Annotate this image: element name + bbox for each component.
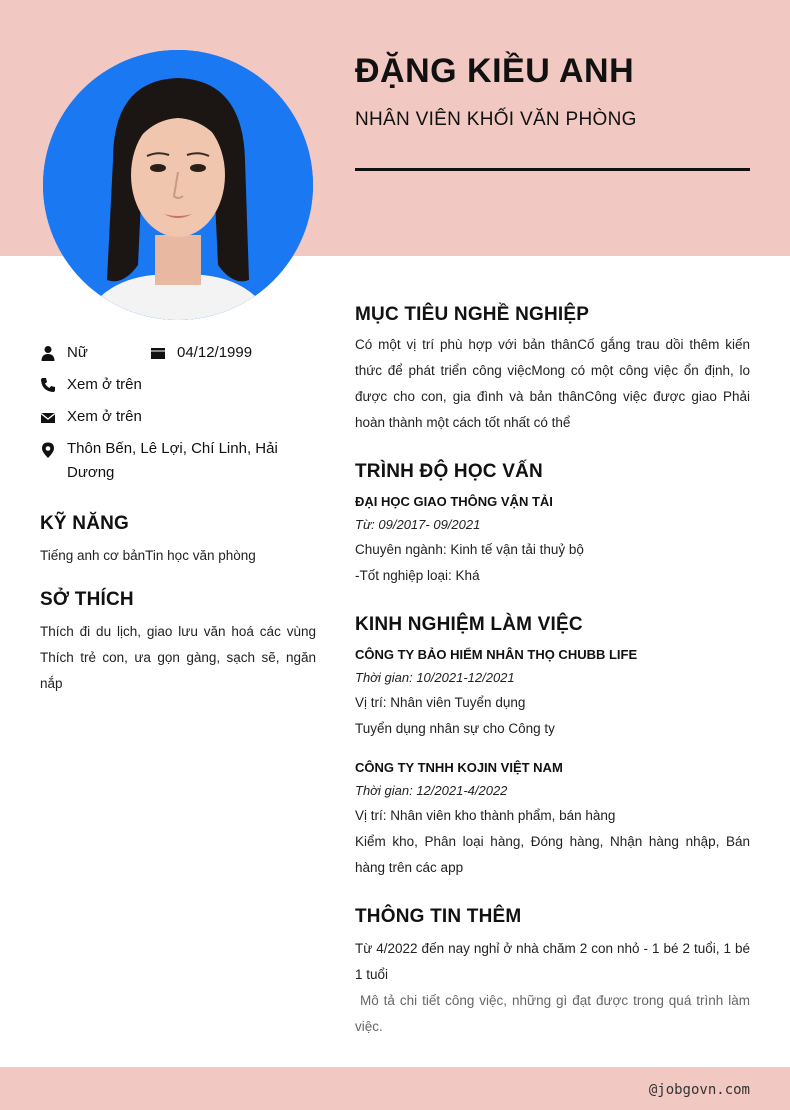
- education-school: ĐẠI HỌC GIAO THÔNG VẬN TẢI: [355, 494, 553, 509]
- experience-heading: KINH NGHIỆM LÀM VIỆC: [355, 614, 583, 635]
- portrait-illustration: [43, 50, 313, 320]
- education-major: Chuyên ngành: Kinh tế vận tải thuỷ bộ: [355, 542, 584, 557]
- hobbies-heading: SỞ THÍCH: [40, 589, 134, 610]
- location-pin-icon: [40, 442, 56, 458]
- education-period: Từ: 09/2017- 09/2021: [355, 517, 481, 532]
- job-period: Thời gian: 10/2021-12/2021: [355, 670, 515, 685]
- objective-text: Có một vị trí phù hợp với bản thânCố gắng trau dồi thêm kiến thức để phát triển công việcMong có một công việc ổn định, lo được cho con, gia đình và bản thânCông việc được giao Phải hoàn thành một cách tốt nhất có thể: [355, 337, 750, 430]
- job-period: Thời gian: 12/2021-4/2022: [355, 783, 508, 798]
- additional-heading: THÔNG TIN THÊM: [355, 906, 522, 927]
- skills-heading: KỸ NĂNG: [40, 513, 130, 534]
- footer-brand: @jobgovn.com: [648, 1082, 750, 1098]
- calendar-icon: [150, 345, 166, 361]
- job-description: Tuyển dụng nhân sự cho Công ty: [355, 721, 555, 736]
- job-company: CÔNG TY TNHH KOJIN VIỆT NAM: [355, 760, 563, 775]
- skills-text: Tiếng anh cơ bảnTin học văn phòng: [40, 548, 256, 563]
- title-divider: [355, 168, 750, 171]
- objective-heading: MỤC TIÊU NGHỀ NGHIỆP: [355, 304, 590, 325]
- job-company: CÔNG TY BẢO HIỂM NHÂN THỌ CHUBB LIFE: [355, 647, 638, 662]
- job-description: Kiểm kho, Phân loại hàng, Đóng hàng, Nhận hàng nhập, Bán hàng trên các app: [355, 834, 750, 875]
- contact-address: [40, 437, 316, 485]
- email-value: Xem ở trên: [67, 408, 142, 425]
- job-position: Vị trí: Nhân viên Tuyển dụng: [355, 695, 526, 710]
- contact-phone: [40, 373, 320, 397]
- hobbies-text: Thích đi du lịch, giao lưu văn hoá các vùng Thích trẻ con, ưa gọn gàng, sạch sẽ, ngăn nắp: [40, 624, 316, 691]
- additional-placeholder: Mô tả chi tiết công việc, những gì đạt được trong quá trình làm việc.: [355, 993, 754, 1034]
- additional-text: Từ 4/2022 đến nay nghỉ ở nhà chăm 2 con nhỏ - 1 bé 2 tuổi, 1 bé 1 tuổi: [355, 941, 750, 982]
- contact-email: [40, 405, 320, 429]
- contact-gender: [40, 341, 160, 365]
- phone-value: Xem ở trên: [67, 376, 142, 393]
- avatar: [43, 50, 313, 320]
- candidate-name: ĐẶNG KIỀU ANH: [355, 52, 635, 90]
- education-heading: TRÌNH ĐỘ HỌC VẤN: [355, 461, 543, 482]
- job-title: NHÂN VIÊN KHỐI VĂN PHÒNG: [355, 109, 637, 130]
- birthday-value: 04/12/1999: [177, 344, 253, 361]
- contact-birthday: [150, 341, 320, 365]
- education-grade: -Tốt nghiệp loại: Khá: [355, 568, 480, 583]
- phone-icon: [40, 377, 56, 393]
- mail-icon: [40, 409, 56, 425]
- gender-value: Nữ: [67, 344, 88, 361]
- person-icon: [40, 345, 56, 361]
- job-position: Vị trí: Nhân viên kho thành phẩm, bán hàng: [355, 808, 616, 823]
- address-value: Thôn Bến, Lê Lợi, Chí Linh, Hải Dương: [67, 440, 278, 481]
